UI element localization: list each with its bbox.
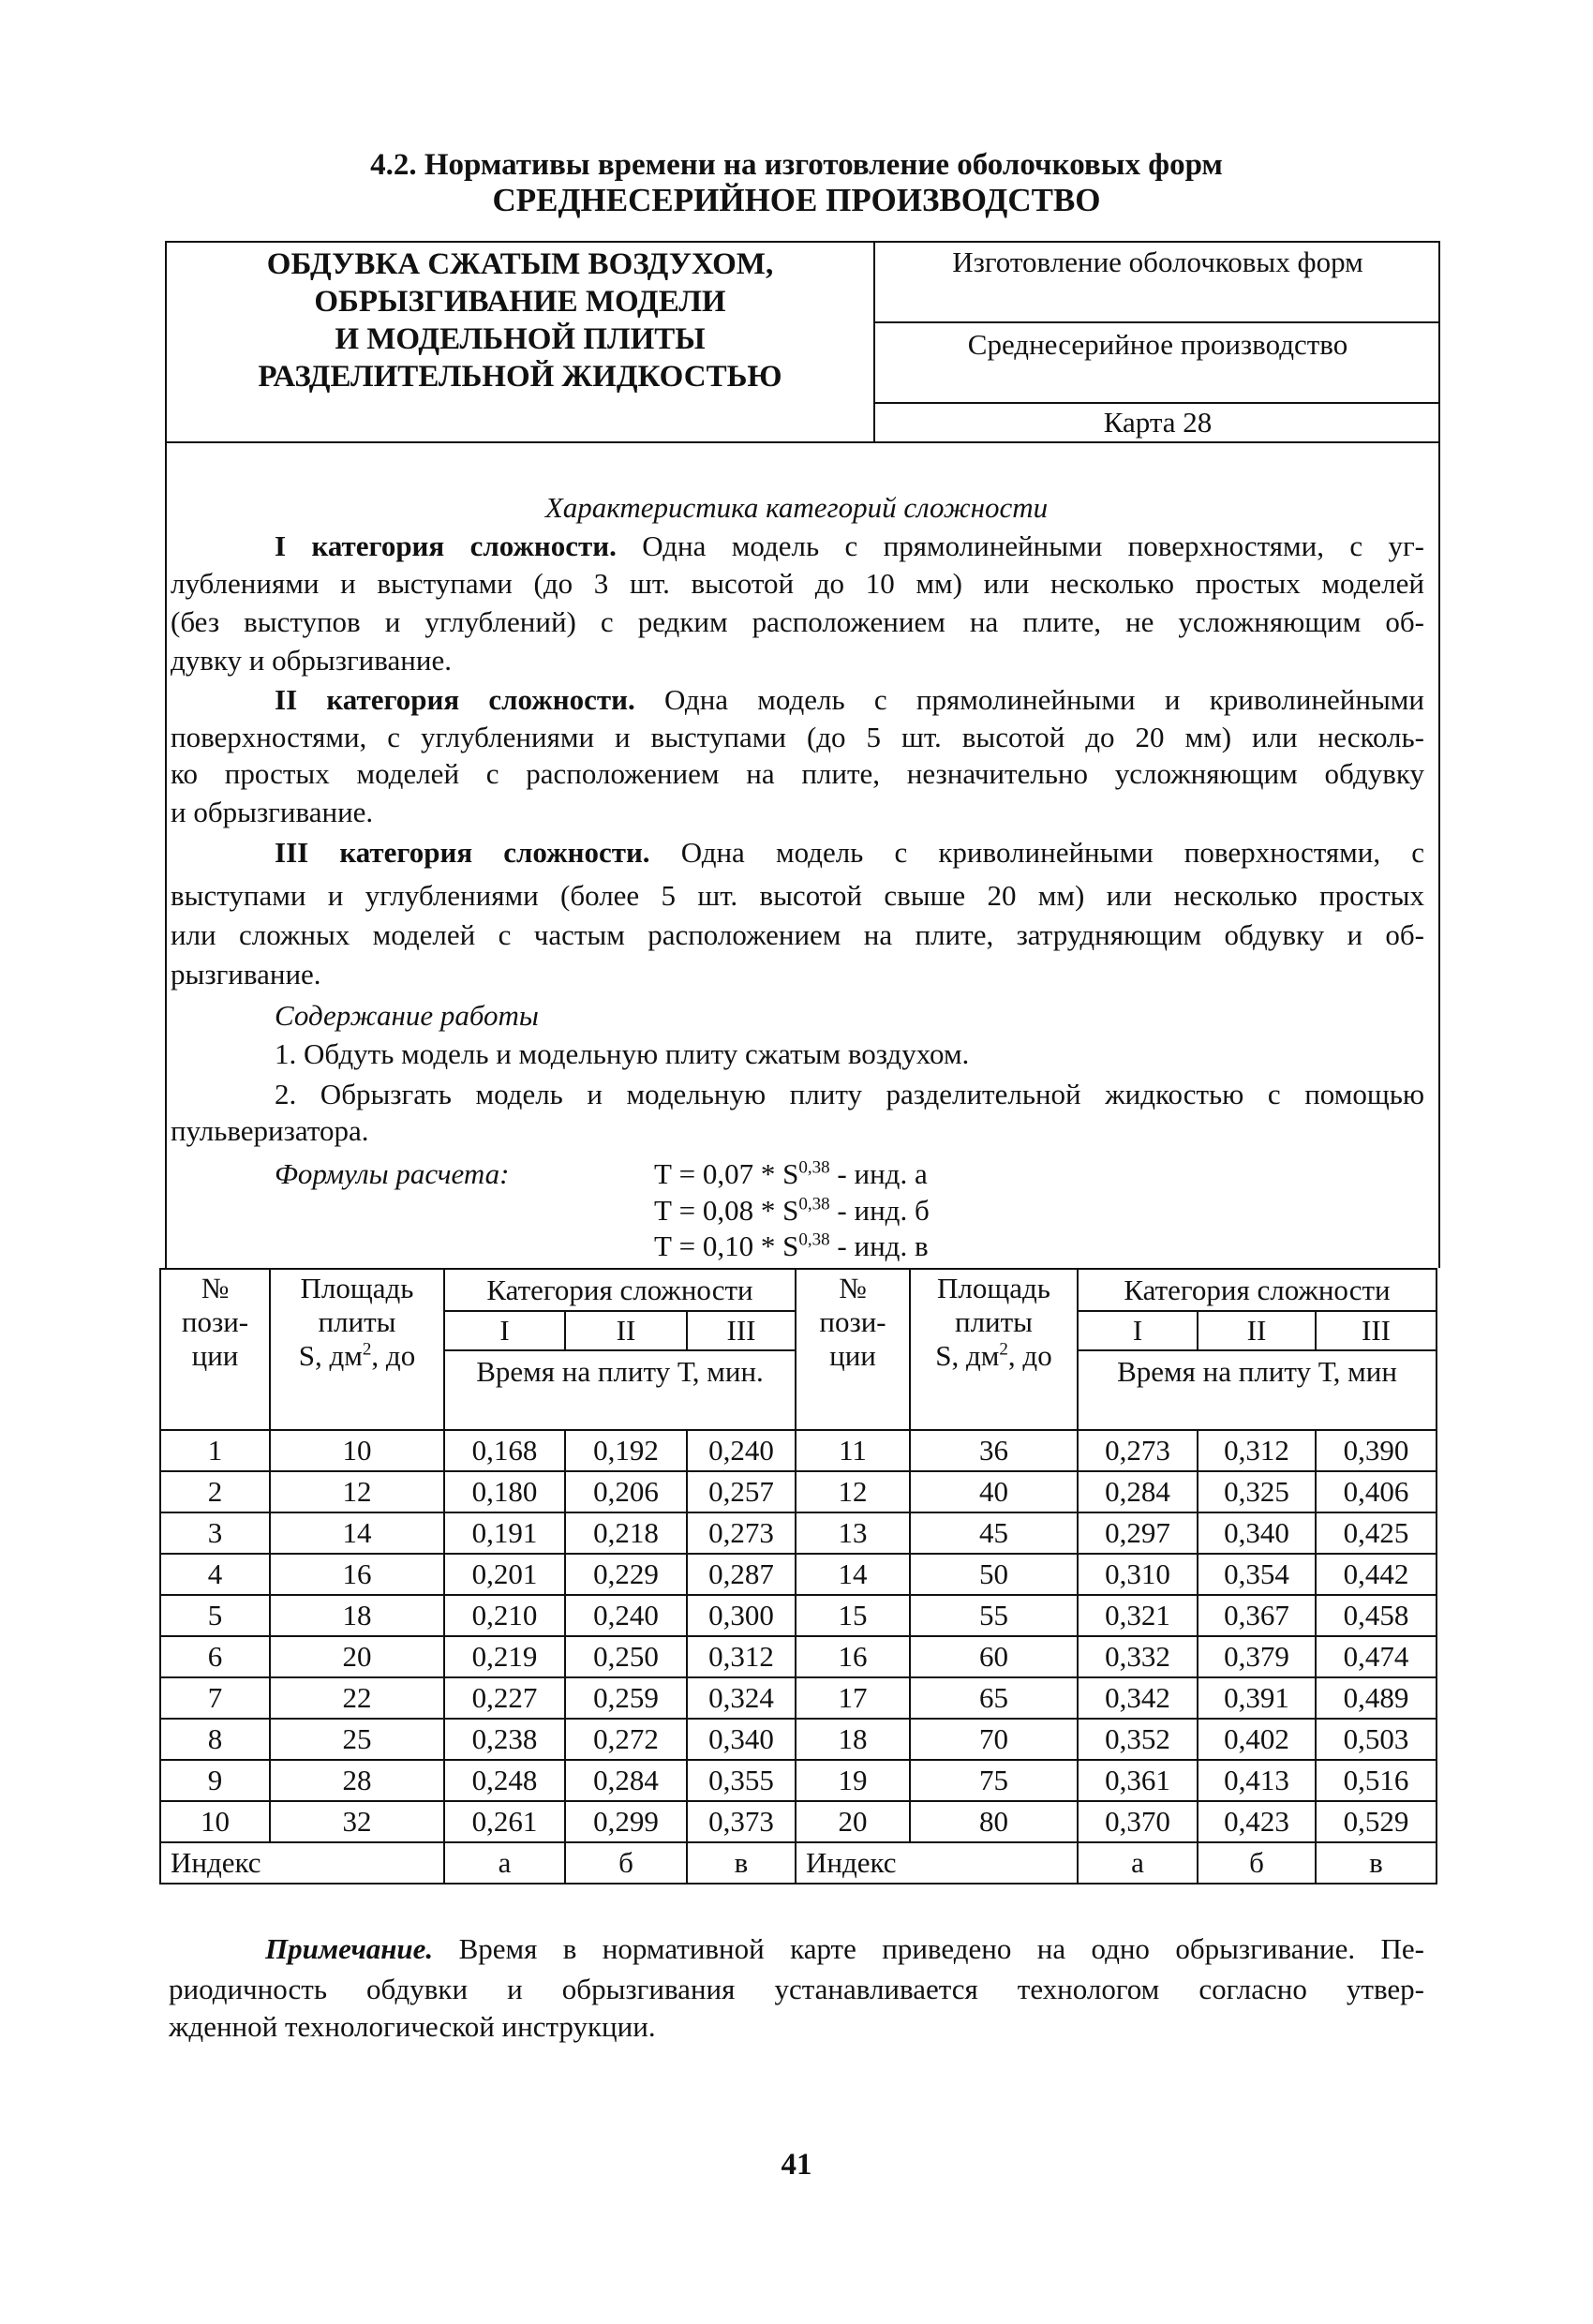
time-cat-iii-cell: 0,287 [687,1554,796,1595]
time-cat-iii-cell: 0,324 [687,1677,796,1719]
time-cat-ii-cell: 0,284 [565,1760,687,1801]
position-cell: 8 [160,1719,270,1760]
position-cell: 7 [160,1677,270,1719]
time-cat-ii-cell: 0,312 [1198,1430,1316,1471]
time-cat-i-cell: 0,248 [444,1760,565,1801]
area-cell: 45 [910,1512,1078,1554]
category-3-label: III категория сложности. [275,836,650,869]
time-cat-iii-cell: 0,458 [1316,1595,1437,1636]
time-cat-iii-cell: 0,240 [687,1430,796,1471]
header-exponent: 2 [999,1339,1008,1360]
header-text: , до [371,1339,416,1372]
area-cell: 55 [910,1595,1078,1636]
header-text: плиты [954,1305,1034,1338]
time-cat-i-cell: 0,219 [444,1636,565,1677]
category-2-label: II категория сложности. [275,683,635,716]
time-cat-ii-cell: 0,259 [565,1677,687,1719]
time-cat-ii-cell: 0,402 [1198,1719,1316,1760]
position-cell: 18 [796,1719,910,1760]
header-text: Площадь [300,1272,414,1304]
header-text: S, дм [935,1339,1000,1372]
area-cell: 40 [910,1471,1078,1512]
header-category-ii: II [565,1311,687,1350]
work-content-title: Содержание работы [275,999,539,1032]
card-number: Карта 28 [1103,406,1213,439]
operation-title [167,246,873,395]
time-cat-ii-cell: 0,340 [1198,1512,1316,1554]
area-cell: 18 [270,1595,444,1636]
time-cat-ii-cell: 0,229 [565,1554,687,1595]
header-category-iii: III [687,1311,796,1350]
time-cat-iii-cell: 0,373 [687,1801,796,1842]
process-label: Изготовление оболочковых форм [952,246,1363,278]
time-cat-iii-cell: 0,257 [687,1471,796,1512]
characteristics-title: Характеристика категорий сложности [544,491,1049,524]
index-value: а [444,1842,565,1884]
header-position [160,1269,270,1430]
position-cell: 19 [796,1760,910,1801]
area-cell: 28 [270,1760,444,1801]
area-cell: 22 [270,1677,444,1719]
table-row [160,1430,1437,1471]
time-cat-i-cell: 0,297 [1078,1512,1198,1554]
category-2-line [275,681,1424,719]
time-cat-iii-cell: 0,273 [687,1512,796,1554]
area-cell: 16 [270,1554,444,1595]
production-type-label: Среднесерийное производство [967,328,1348,361]
note-line [265,1930,1424,1968]
position-cell: 11 [796,1430,910,1471]
position-cell: 9 [160,1760,270,1801]
formula-c [654,1228,929,1265]
header-text [271,1339,443,1373]
position-cell: 10 [160,1801,270,1842]
table-row [160,1554,1437,1595]
header-exponent: 2 [362,1339,372,1360]
header-category: Категория сложности [444,1269,796,1311]
time-cat-iii-cell: 0,340 [687,1719,796,1760]
time-cat-ii-cell: 0,192 [565,1430,687,1471]
header-time-unit: Время на плиту Т, мин [1078,1350,1437,1430]
time-cat-iii-cell: 0,355 [687,1760,796,1801]
area-cell: 50 [910,1554,1078,1595]
header-text: № [839,1272,867,1304]
time-cat-iii-cell: 0,425 [1316,1512,1437,1554]
area-cell: 10 [270,1430,444,1471]
formula-b [654,1192,930,1229]
formula-index: - инд. в [829,1229,929,1262]
operation-title-line: ОБДУВКА СЖАТЫМ ВОЗДУХОМ, [266,247,774,281]
time-cat-ii-cell: 0,354 [1198,1554,1316,1595]
time-cat-ii-cell: 0,379 [1198,1636,1316,1677]
formula-exponent: 0,38 [798,1194,830,1214]
area-cell: 36 [910,1430,1078,1471]
area-cell: 65 [910,1677,1078,1719]
formula-lhs: Т = 0,07 * S [654,1157,799,1190]
header-text: , до [1007,1339,1052,1372]
category-1-line [275,528,1424,565]
table-row [160,1677,1437,1719]
formula-lhs: Т = 0,08 * S [654,1194,799,1227]
area-cell: 25 [270,1719,444,1760]
time-cat-i-cell: 0,261 [444,1801,565,1842]
time-cat-ii-cell: 0,250 [565,1636,687,1677]
time-cat-ii-cell: 0,240 [565,1595,687,1636]
table-row [160,1719,1437,1760]
index-value: в [687,1842,796,1884]
time-cat-ii-cell: 0,413 [1198,1760,1316,1801]
position-cell: 13 [796,1512,910,1554]
card-header-rule [875,321,1440,323]
table-row [160,1595,1437,1636]
header-text [911,1339,1077,1373]
operation-title-line: РАЗДЕЛИТЕЛЬНОЙ ЖИДКОСТЬЮ [258,360,782,394]
header-area [910,1269,1078,1430]
time-cat-i-cell: 0,238 [444,1719,565,1760]
header-text: ции [191,1339,239,1372]
time-cat-ii-cell: 0,423 [1198,1801,1316,1842]
time-cat-ii-cell: 0,218 [565,1512,687,1554]
time-cat-i-cell: 0,284 [1078,1471,1198,1512]
card-header-rule [875,402,1440,404]
position-cell: 2 [160,1471,270,1512]
index-label: Индекс [160,1842,444,1884]
header-text: пози- [181,1305,249,1338]
time-cat-iii-cell: 0,442 [1316,1554,1437,1595]
position-cell: 4 [160,1554,270,1595]
formula-exponent: 0,38 [798,1157,830,1178]
header-category-i: I [444,1311,565,1350]
section-heading: 4.2. Нормативы времени на изготовление оболочковых форм [370,148,1223,182]
time-cat-iii-cell: 0,300 [687,1595,796,1636]
category-3-line: рызгивание. [171,958,321,991]
header-area [270,1269,444,1430]
time-cat-i-cell: 0,227 [444,1677,565,1719]
position-cell: 6 [160,1636,270,1677]
work-step-continued: пульверизатора. [171,1114,369,1147]
category-3-text: Одна модель с криволинейными поверхностями, с [649,836,1424,869]
area-cell: 80 [910,1801,1078,1842]
formula-index: - инд. б [829,1194,930,1227]
time-cat-i-cell: 0,310 [1078,1554,1198,1595]
category-2-line: поверхностями, с углублениями и выступами (до 5 шт. высотой до 20 мм) или несколь- [171,721,1424,753]
time-cat-iii-cell: 0,516 [1316,1760,1437,1801]
time-cat-ii-cell: 0,206 [565,1471,687,1512]
note-text: Время в нормативной карте приведено на одно обрызгивание. Пе- [433,1932,1424,1965]
category-2-text: Одна модель с прямолинейными и криволинейными [634,683,1424,716]
formulas-label: Формулы расчета: [275,1157,510,1190]
time-cat-i-cell: 0,352 [1078,1719,1198,1760]
category-1-text: Одна модель с прямолинейными поверхностями, с уг- [616,529,1424,562]
area-cell: 75 [910,1760,1078,1801]
time-cat-i-cell: 0,201 [444,1554,565,1595]
formula-exponent: 0,38 [798,1229,830,1250]
area-cell: 14 [270,1512,444,1554]
work-step: 1. Обдуть модель и модельную плиту сжатым воздухом. [275,1037,970,1070]
time-cat-iii-cell: 0,312 [687,1636,796,1677]
area-cell: 32 [270,1801,444,1842]
area-cell: 12 [270,1471,444,1512]
formula-index: - инд. а [829,1157,928,1190]
header-text: № [201,1272,230,1304]
index-label: Индекс [796,1842,1078,1884]
time-cat-iii-cell: 0,489 [1316,1677,1437,1719]
header-text: пози- [819,1305,886,1338]
index-value: б [1198,1842,1316,1884]
production-heading: СРЕДНЕСЕРИЙНОЕ ПРОИЗВОДСТВО [492,182,1101,218]
time-cat-ii-cell: 0,391 [1198,1677,1316,1719]
category-2-line: и обрызгивание. [171,796,374,828]
time-cat-i-cell: 0,180 [444,1471,565,1512]
time-cat-iii-cell: 0,390 [1316,1430,1437,1471]
table-row [160,1760,1437,1801]
header-category-ii: II [1198,1311,1316,1350]
header-text: ции [829,1339,876,1372]
time-cat-ii-cell: 0,325 [1198,1471,1316,1512]
time-cat-i-cell: 0,168 [444,1430,565,1471]
time-cat-iii-cell: 0,529 [1316,1801,1437,1842]
header-text: плиты [318,1305,396,1338]
category-1-line: дувку и обрызгивание. [171,644,452,677]
frame-left-border [165,443,167,1268]
time-cat-i-cell: 0,210 [444,1595,565,1636]
position-cell: 14 [796,1554,910,1595]
position-cell: 15 [796,1595,910,1636]
formula-lhs: Т = 0,10 * S [654,1229,799,1262]
position-cell: 17 [796,1677,910,1719]
table-row [160,1471,1437,1512]
category-1-line: (без выступов и углублений) с редким расположением на плите, не усложняющим об- [171,605,1424,638]
header-text: S, дм [298,1339,363,1372]
formula-a [654,1155,928,1193]
time-cat-iii-cell: 0,503 [1316,1719,1437,1760]
category-3-line [275,834,1424,872]
time-cat-i-cell: 0,273 [1078,1430,1198,1471]
time-cat-ii-cell: 0,272 [565,1719,687,1760]
category-2-line: ко простых моделей с расположением на плите, незначительно усложняющим обдувку [171,757,1424,790]
area-cell: 70 [910,1719,1078,1760]
norm-table [159,1268,1437,1885]
position-cell: 5 [160,1595,270,1636]
time-cat-i-cell: 0,321 [1078,1595,1198,1636]
note-label: Примечание. [265,1932,434,1965]
frame-right-border [1438,443,1440,1268]
table-row [160,1636,1437,1677]
area-cell: 20 [270,1636,444,1677]
note-line: риодичность обдувки и обрызгивания устанавливается технологом согласно утвер- [169,1973,1424,2005]
time-cat-ii-cell: 0,299 [565,1801,687,1842]
header-time-unit: Время на плиту Т, мин. [444,1350,796,1430]
index-value: в [1316,1842,1437,1884]
header-category-iii: III [1316,1311,1437,1350]
position-cell: 3 [160,1512,270,1554]
position-cell: 16 [796,1636,910,1677]
category-1-label: I категория сложности. [275,529,617,562]
time-cat-ii-cell: 0,367 [1198,1595,1316,1636]
time-cat-i-cell: 0,361 [1078,1760,1198,1801]
time-cat-iii-cell: 0,406 [1316,1471,1437,1512]
position-cell: 1 [160,1430,270,1471]
time-cat-i-cell: 0,370 [1078,1801,1198,1842]
area-cell: 60 [910,1636,1078,1677]
work-step: 2. Обрызгать модель и модельную плиту разделительной жидкостью с помощью [275,1078,1424,1110]
note-line: жденной технологической инструкции. [169,2010,656,2043]
time-cat-i-cell: 0,332 [1078,1636,1198,1677]
time-cat-i-cell: 0,342 [1078,1677,1198,1719]
position-cell: 12 [796,1471,910,1512]
operation-title-line: И МОДЕЛЬНОЙ ПЛИТЫ [335,322,706,356]
table-row [160,1512,1437,1554]
category-3-line: или сложных моделей с частым расположением на плите, затрудняющим обдувку и об- [171,918,1424,951]
page-number: 41 [781,2148,812,2182]
position-cell: 20 [796,1801,910,1842]
operation-title-line: ОБРЫЗГИВАНИЕ МОДЕЛИ [314,285,726,319]
category-3-line: выступами и углублениями (более 5 шт. высотой свыше 20 мм) или несколько простых [171,879,1424,912]
header-text: Площадь [937,1272,1050,1304]
index-value: а [1078,1842,1198,1884]
header-category-i: I [1078,1311,1198,1350]
header-position [796,1269,910,1430]
time-cat-i-cell: 0,191 [444,1512,565,1554]
time-cat-iii-cell: 0,474 [1316,1636,1437,1677]
index-value: б [565,1842,687,1884]
header-category: Категория сложности [1078,1269,1437,1311]
category-1-line: лублениями и выступами (до 3 шт. высотой до 10 мм) или несколько простых моделей [171,567,1424,600]
table-row [160,1801,1437,1842]
